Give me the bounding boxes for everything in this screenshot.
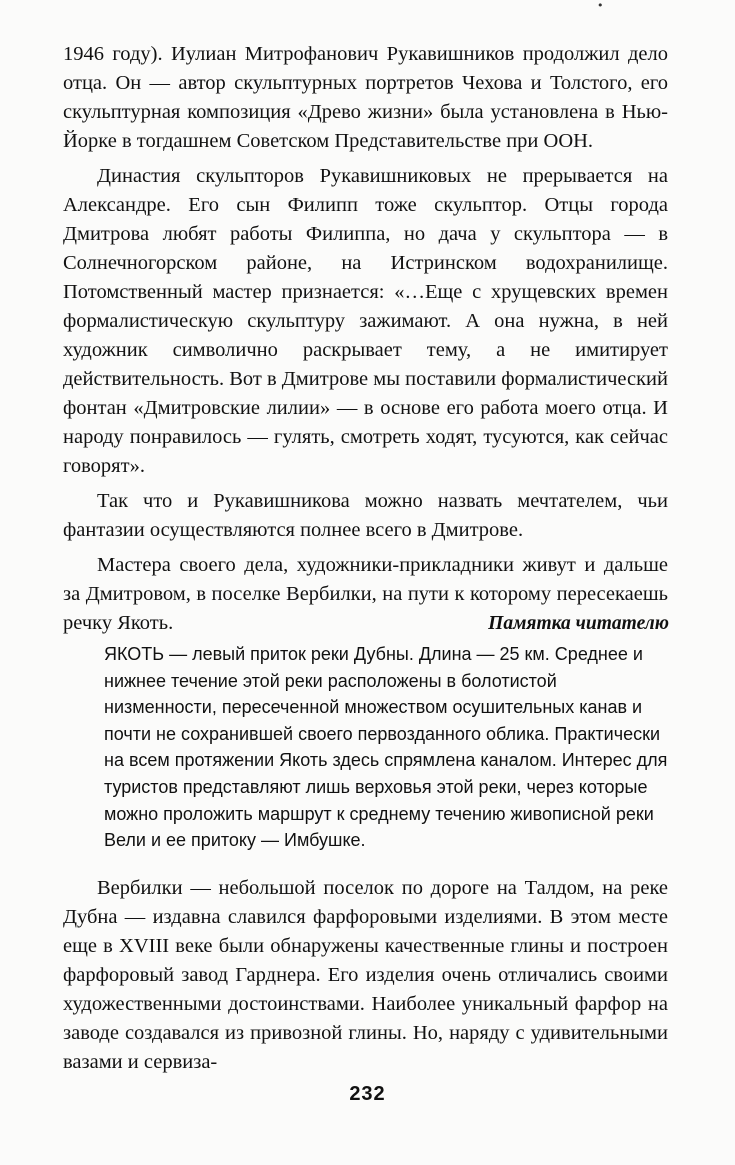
main-text-top <box>63 40 668 644</box>
paragraph-dreamer: Так что и Рукавишникова можно назвать мечтателем, чьи фантазии осуществляются полнее всего в Дмитрове. <box>63 490 668 541</box>
main-text-bottom <box>63 874 668 1077</box>
corner-ink-mark: • <box>597 0 604 12</box>
paragraph-masters: Мастера своего дела, художники-прикладники живут и дальше за Дмитровом, в поселке Вербилки, на пути к которому пересекаешь речку Якоть. <box>63 554 668 634</box>
reader-note <box>104 611 669 854</box>
paragraph-continuation: 1946 году). Иулиан Митрофанович Рукавишников продолжил дело отца. Он — автор скульптурных портретов Чехова и Толстого, его скульптурная композиция «Древо жизни» была установлена в Нью-Йорке в тогдашнем Советском Представительстве при ООН. <box>63 43 668 152</box>
reader-note-text: ЯКОТЬ — левый приток реки Дубны. Длина — 25 км. Среднее и нижнее течение этой реки расположены в болотистой низменности, пересеченной множеством осушительных канав и почти не сохранившей своего первозданного облика. Практически на всем протяжении Якоть здесь спрямлена каналом. Интерес для туристов представляют лишь верховья этой реки, через которые можно проложить маршрут к среднему течению живописной реки Вели и ее притоку — Имбушке. <box>104 644 668 851</box>
reader-note-title: Памятка читателю <box>488 613 669 634</box>
page-number: 232 <box>349 1083 386 1105</box>
paragraph-verbilki: Вербилки — небольшой поселок по дороге на Талдом, на реке Дубна — издавна славился фарфоровыми изделиями. В этом месте еще в XVIII веке были обнаружены качественные глины и построен фарфоровый завод Гарднера. Его изделия очень отличались своими художественными достоинствами. Наиболее уникальный фарфор на заводе создавался из привозной глины. Но, наряду с удивительными вазами и сервиза- <box>63 877 668 1073</box>
paragraph-dynasty: Династия скульпторов Рукавишниковых не прерывается на Александре. Его сын Филипп тоже скульптор. Отцы города Дмитрова любят работы Филиппа, но дача у скульптора — в Солнечногорском районе, на Истринском водохранилище. Потомственный мастер признается: «…Еще с хрущевских времен формалистическую скульптуру зажимают. А она нужна, в ней художник символично раскрывает тему, а не имитирует действительность. Вот в Дмитрове мы поставили формалистический фонтан «Дмитровские лилии» — в основе его работа моего отца. И народу понравилось — гулять, смотреть ходят, тусуются, как сейчас говорят». <box>63 165 668 477</box>
